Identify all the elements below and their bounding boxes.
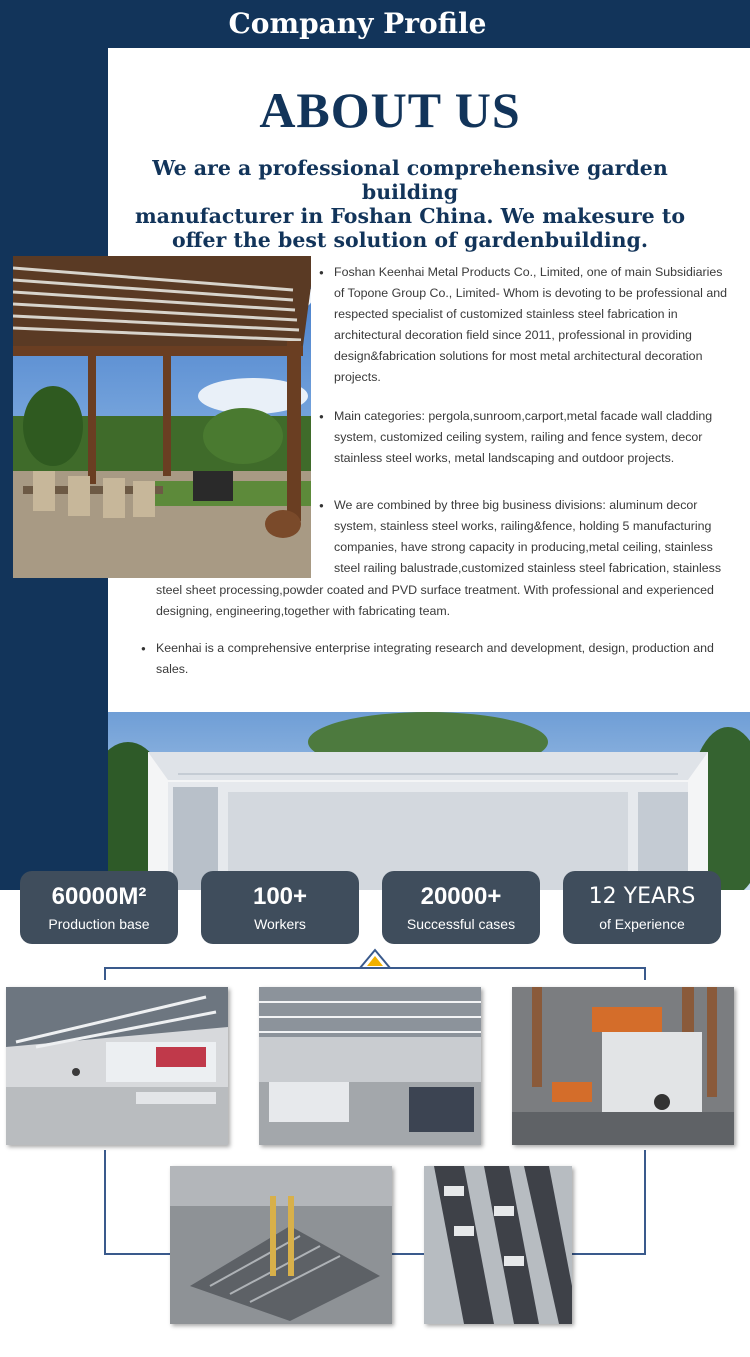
about-paragraph: ● Foshan Keenhai Metal Products Co., Limited, one of main Subsidiaries of Topone Group Co., Limited- Whom is devoting to be professional and respected specialist of customized stainless steel fabrication in architectural decoration field since 2011, professional in providing design&fabrication solutions for most metal architectural decoration projects. (334, 262, 734, 388)
stat-value: 60000M² (51, 883, 147, 910)
stat-value: 20000+ (420, 883, 502, 910)
stat-card (20, 871, 178, 944)
factory-photo (6, 987, 228, 1145)
factory-photo (512, 987, 734, 1145)
subtitle-line: manufacturer in Foshan China. We makesure to (134, 204, 686, 228)
page-title: Company Profile (228, 7, 487, 40)
stat-value: 12 YEARS (588, 884, 696, 909)
stat-label: of Experience (599, 916, 685, 932)
stat-card (201, 871, 359, 944)
pergola-banner-photo (108, 712, 750, 890)
about-paragraph-continuation: steel sheet processing,powder coated and PVD surface treatment. With professional and experienced designing, engineering,together with fabricating team. (156, 583, 714, 618)
stat-label: Workers (254, 916, 306, 932)
factory-photo (170, 1166, 392, 1324)
stat-label: Production base (48, 916, 150, 932)
about-paragraph: ● Keenhai is a comprehensive enterprise integrating research and development, design, production and sales. (156, 638, 716, 680)
stat-value: 100+ (252, 883, 308, 910)
stat-card (382, 871, 540, 944)
subtitle-line: offer the best solution of gardenbuilding. (171, 228, 649, 252)
factory-photo (424, 1166, 572, 1324)
factory-photo (259, 987, 481, 1145)
about-subtitle (115, 156, 705, 252)
about-heading: ABOUT US (259, 82, 521, 138)
stat-card (563, 871, 721, 944)
about-paragraph: ● Main categories: pergola,sunroom,carport,metal facade wall cladding system, customized ceiling system, railing and fence system, decor stainless steel works, metal landscaping and outdoor projects. (334, 406, 734, 469)
about-paragraph: ● We are combined by three big business divisions: aluminum decor system, stainless steel works, railing&fence, holding 5 manufacturing companies, have strong capacity in producing,metal ceiling, stainless steel railing balustrade,customized stainless steel fabrication, stainless (334, 495, 734, 579)
subtitle-line: We are a professional comprehensive garden building (152, 156, 668, 204)
stat-label: Successful cases (406, 916, 516, 932)
pergola-photo (13, 256, 311, 578)
